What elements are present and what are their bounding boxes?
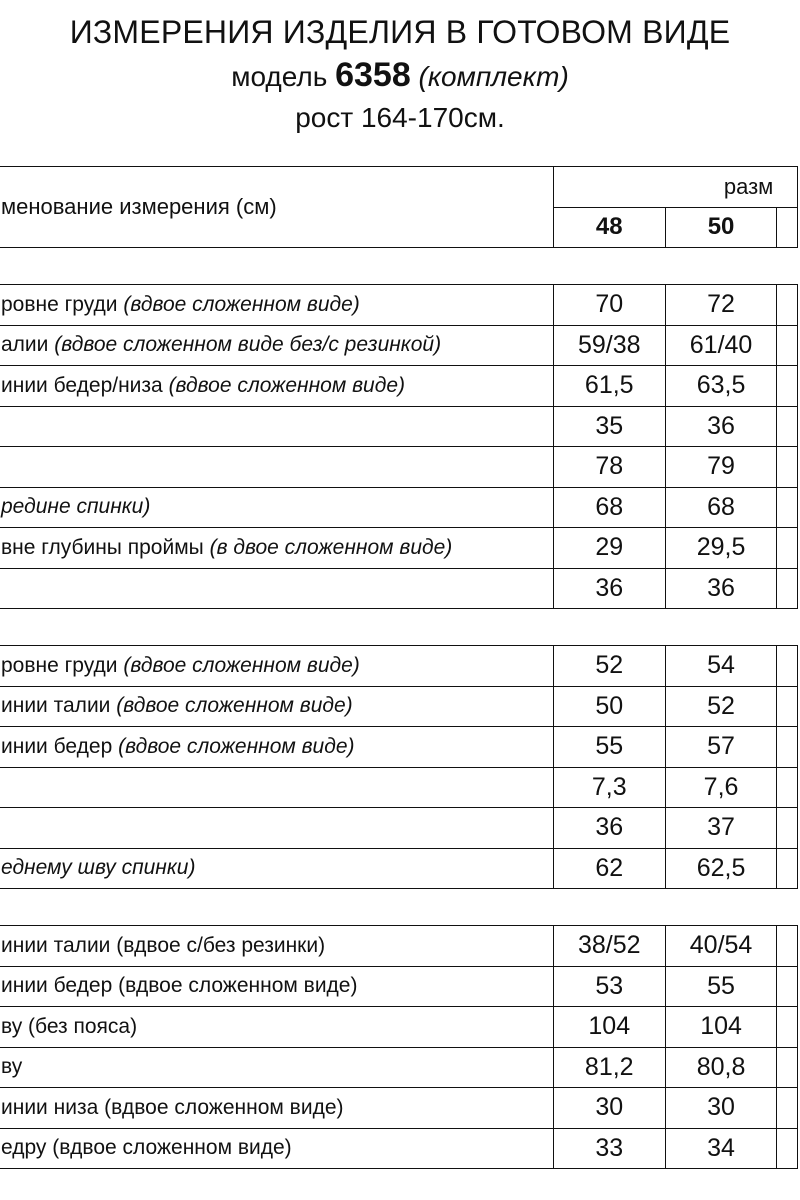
value-size-50: 72 bbox=[665, 285, 777, 326]
measurement-label bbox=[0, 487, 553, 528]
table-row bbox=[0, 528, 798, 569]
table-row bbox=[0, 568, 798, 609]
model-number: 6358 bbox=[335, 56, 411, 94]
height-line: рост 164-170см. bbox=[295, 102, 505, 133]
measurement-label bbox=[0, 848, 553, 889]
table-row bbox=[0, 447, 798, 488]
measurement-label bbox=[0, 285, 553, 326]
measurement-label bbox=[0, 528, 553, 569]
value-cut-off bbox=[777, 808, 798, 849]
section-gap-cell bbox=[0, 609, 798, 646]
value-size-50: 63,5 bbox=[665, 366, 777, 407]
measurement-label bbox=[0, 325, 553, 366]
value-size-48: 53 bbox=[553, 966, 665, 1007]
section-gap bbox=[0, 609, 798, 646]
measurement-label-note: (вдвое сложенном виде без/с резинкой) bbox=[54, 333, 442, 357]
value-size-50: 40/54 bbox=[665, 926, 777, 967]
measurement-label-note: (в двое сложенном виде) bbox=[209, 535, 453, 559]
table-row bbox=[0, 366, 798, 407]
document-title: ИЗМЕРЕНИЯ ИЗДЕЛИЯ В ГОТОВОМ ВИДЕ bbox=[69, 14, 731, 50]
value-size-50: 30 bbox=[665, 1088, 777, 1129]
value-cut-off bbox=[777, 966, 798, 1007]
table-row bbox=[0, 487, 798, 528]
measurement-label bbox=[0, 646, 553, 687]
value-cut-off bbox=[777, 686, 798, 727]
measurement-label-text: алии bbox=[1, 333, 55, 357]
table-row bbox=[0, 1047, 798, 1088]
value-size-50: 7,6 bbox=[665, 767, 777, 808]
measurement-label-text: инии бедер/низа bbox=[1, 373, 169, 397]
value-cut-off bbox=[777, 646, 798, 687]
measurement-label-text: ву (без пояса) bbox=[1, 1014, 138, 1038]
value-size-48: 29 bbox=[553, 528, 665, 569]
value-size-50: 37 bbox=[665, 808, 777, 849]
value-cut-off bbox=[777, 406, 798, 447]
measurement-label-note: еднему шву спинки) bbox=[1, 856, 196, 880]
value-size-50: 29,5 bbox=[665, 528, 777, 569]
value-size-48: 36 bbox=[553, 808, 665, 849]
value-size-50: 79 bbox=[665, 447, 777, 488]
measurement-label bbox=[0, 1047, 553, 1088]
value-size-48: 70 bbox=[553, 285, 665, 326]
table-row bbox=[0, 727, 798, 768]
value-size-50: 34 bbox=[665, 1128, 777, 1169]
size-48: 48 bbox=[553, 207, 665, 248]
value-cut-off bbox=[777, 1047, 798, 1088]
model-line bbox=[0, 55, 800, 97]
measurement-label bbox=[0, 767, 553, 808]
value-cut-off bbox=[777, 528, 798, 569]
measurement-label-text: вне глубины проймы bbox=[1, 535, 210, 559]
table-row bbox=[0, 848, 798, 889]
section-gap bbox=[0, 248, 798, 285]
measurement-label bbox=[0, 926, 553, 967]
value-size-50: 54 bbox=[665, 646, 777, 687]
value-size-48: 38/52 bbox=[553, 926, 665, 967]
measurement-label-text: едру (вдвое сложенном виде) bbox=[1, 1136, 292, 1160]
value-size-48: 62 bbox=[553, 848, 665, 889]
value-cut-off bbox=[777, 487, 798, 528]
measurement-label-text: инии бедер bbox=[1, 734, 119, 758]
value-size-48: 104 bbox=[553, 1007, 665, 1048]
measurement-label bbox=[0, 1007, 553, 1048]
table-row bbox=[0, 926, 798, 967]
value-size-50: 55 bbox=[665, 966, 777, 1007]
table-row bbox=[0, 767, 798, 808]
size-cut-off bbox=[777, 207, 798, 248]
measurement-label-note: (вдвое сложенном виде) bbox=[118, 734, 355, 758]
measurement-label-text: инии талии bbox=[1, 694, 117, 718]
table-row bbox=[0, 1007, 798, 1048]
value-cut-off bbox=[777, 1128, 798, 1169]
value-size-50: 36 bbox=[665, 568, 777, 609]
value-cut-off bbox=[777, 366, 798, 407]
measurement-label-text: ровне груди bbox=[1, 653, 124, 677]
value-cut-off bbox=[777, 848, 798, 889]
size-50: 50 bbox=[665, 207, 777, 248]
measurement-label-note: редине спинки) bbox=[1, 495, 151, 519]
measurements-table bbox=[0, 166, 798, 1169]
measurements-table-body bbox=[0, 167, 798, 1169]
value-size-50: 36 bbox=[665, 406, 777, 447]
value-size-50: 57 bbox=[665, 727, 777, 768]
measurement-label bbox=[0, 568, 553, 609]
measurement-label-note: (вдвое сложенном виде) bbox=[123, 292, 360, 316]
value-size-50: 52 bbox=[665, 686, 777, 727]
measurement-label bbox=[0, 1128, 553, 1169]
size-header: разм bbox=[553, 167, 797, 208]
table-header-row bbox=[0, 167, 798, 208]
measurement-label bbox=[0, 727, 553, 768]
measurement-label-text: ровне груди bbox=[1, 292, 124, 316]
model-suffix: (комплект) bbox=[418, 61, 569, 92]
value-cut-off bbox=[777, 1088, 798, 1129]
model-prefix: модель bbox=[231, 61, 328, 92]
measurement-label bbox=[0, 406, 553, 447]
measurement-label-text: ву bbox=[1, 1055, 23, 1079]
measurement-label-note: (вдвое сложенном виде) bbox=[123, 653, 360, 677]
measurement-label bbox=[0, 447, 553, 488]
value-cut-off bbox=[777, 1007, 798, 1048]
value-size-48: 35 bbox=[553, 406, 665, 447]
measurement-label-note: (вдвое сложенном виде) bbox=[168, 373, 405, 397]
measurement-label bbox=[0, 686, 553, 727]
value-size-48: 33 bbox=[553, 1128, 665, 1169]
value-size-48: 52 bbox=[553, 646, 665, 687]
value-cut-off bbox=[777, 926, 798, 967]
column-header-name: менование измерения (см) bbox=[0, 167, 553, 248]
value-size-48: 81,2 bbox=[553, 1047, 665, 1088]
value-size-48: 55 bbox=[553, 727, 665, 768]
value-size-50: 62,5 bbox=[665, 848, 777, 889]
value-size-50: 80,8 bbox=[665, 1047, 777, 1088]
value-size-48: 7,3 bbox=[553, 767, 665, 808]
value-size-50: 104 bbox=[665, 1007, 777, 1048]
value-size-48: 61,5 bbox=[553, 366, 665, 407]
table-row bbox=[0, 808, 798, 849]
table-row bbox=[0, 325, 798, 366]
measurement-label bbox=[0, 966, 553, 1007]
value-cut-off bbox=[777, 727, 798, 768]
value-size-48: 36 bbox=[553, 568, 665, 609]
measurement-label-text: инии талии (вдвое с/без резинки) bbox=[1, 933, 326, 957]
measurement-label-text: инии бедер (вдвое сложенном виде) bbox=[1, 974, 358, 998]
table-row bbox=[0, 646, 798, 687]
measurement-label-text: инии низа (вдвое сложенном виде) bbox=[1, 1095, 344, 1119]
measurement-label-note: (вдвое сложенном виде) bbox=[116, 694, 353, 718]
measurement-label bbox=[0, 1088, 553, 1129]
value-cut-off bbox=[777, 568, 798, 609]
table-row bbox=[0, 686, 798, 727]
value-size-48: 50 bbox=[553, 686, 665, 727]
value-size-50: 68 bbox=[665, 487, 777, 528]
measurement-label bbox=[0, 366, 553, 407]
value-size-50: 61/40 bbox=[665, 325, 777, 366]
value-cut-off bbox=[777, 767, 798, 808]
table-row bbox=[0, 966, 798, 1007]
section-gap bbox=[0, 889, 798, 926]
value-size-48: 30 bbox=[553, 1088, 665, 1129]
value-cut-off bbox=[777, 325, 798, 366]
value-size-48: 68 bbox=[553, 487, 665, 528]
value-size-48: 59/38 bbox=[553, 325, 665, 366]
table-row bbox=[0, 285, 798, 326]
table-row bbox=[0, 1088, 798, 1129]
section-gap-cell bbox=[0, 889, 798, 926]
table-row bbox=[0, 406, 798, 447]
table-row bbox=[0, 1128, 798, 1169]
value-cut-off bbox=[777, 285, 798, 326]
measurement-label bbox=[0, 808, 553, 849]
section-gap-cell bbox=[0, 248, 798, 285]
value-cut-off bbox=[777, 447, 798, 488]
value-size-48: 78 bbox=[553, 447, 665, 488]
